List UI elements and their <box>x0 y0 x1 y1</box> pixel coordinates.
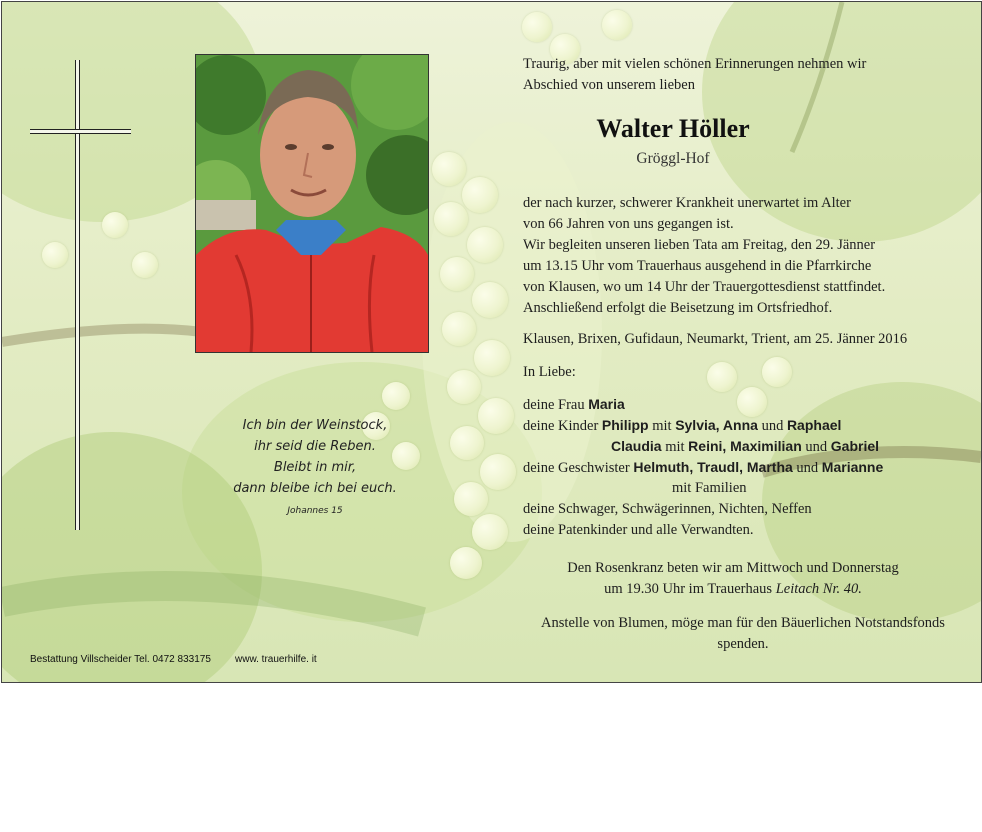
kin-children-1 <box>523 415 963 437</box>
kin-wife <box>523 394 963 416</box>
kin-name: Marianne <box>821 459 884 475</box>
place-date: Klausen, Brixen, Gufidaun, Neumarkt, Trient, am 25. Jänner 2016 <box>523 331 908 347</box>
body-line: um 13.15 Uhr vom Trauerhaus ausgehend in die Pfarrkirche <box>523 258 872 274</box>
body-line: Anschließend erfolgt die Beisetzung im Ortsfriedhof. <box>523 300 833 316</box>
quote-line: ihr seid die Reben. <box>254 439 376 454</box>
rosary-time: um 19.30 Uhr im Trauerhaus <box>604 581 773 597</box>
kin-children-2 <box>611 436 982 458</box>
kin-name: Helmuth, Traudl, Martha <box>633 459 793 475</box>
rosary-line-2 <box>523 579 943 600</box>
kin-in-laws: deine Schwager, Schwägerinnen, Nichten, Neffen <box>523 501 812 517</box>
kin-prefix: deine Frau <box>523 397 585 413</box>
quote-line: dann bleibe ich bei euch. <box>233 481 397 496</box>
kin-connector: und <box>761 418 784 434</box>
quote-line: Bleibt in mir, <box>273 460 357 475</box>
website-link[interactable]: www. trauerhilfe. it <box>235 654 317 665</box>
kin-godchildren: deine Patenkinder und alle Verwandten. <box>523 522 754 538</box>
body-line: Wir begleiten unseren lieben Tata am Freitag, den 29. Jänner <box>523 237 876 253</box>
kin-name: Maria <box>588 396 625 412</box>
flowers-line-1: Anstelle von Blumen, möge man für den Bäuerlichen Notstandsfonds <box>541 615 945 631</box>
obituary-card <box>1 1 982 683</box>
deceased-name: Walter Höller <box>596 114 750 143</box>
body-line: von 66 Jahren von uns gegangen ist. <box>523 216 734 232</box>
portrait-photo <box>195 54 429 353</box>
kin-name: Philipp <box>601 417 649 433</box>
cross-horizontal-bar <box>30 129 131 134</box>
intro-line: Traurig, aber mit vielen schönen Erinnerungen nehmen wir <box>523 56 867 72</box>
kin-name: Raphael <box>786 417 842 433</box>
kin-connector: mit <box>665 439 685 455</box>
kin-name: Sylvia, Anna <box>675 417 758 433</box>
farm-name: Gröggl-Hof <box>636 150 710 167</box>
intro-line: Abschied von unserem lieben <box>523 77 695 93</box>
kin-name: Reini, Maximilian <box>688 438 802 454</box>
kin-connector: und <box>796 460 819 476</box>
funeral-home-contact: Bestattung Villscheider Tel. 0472 833175 <box>30 654 211 665</box>
kin-siblings <box>523 457 963 479</box>
kin-prefix: deine Geschwister <box>523 460 630 476</box>
flowers-line-2: spenden. <box>717 636 769 652</box>
quote-source: Johannes 15 <box>287 506 343 516</box>
body-line: von Klausen, wo um 14 Uhr der Trauergottesdienst stattfindet. <box>523 279 886 295</box>
kin-name: Claudia <box>611 438 662 454</box>
kin-families: mit Familien <box>672 480 747 496</box>
kin-connector: mit <box>652 418 672 434</box>
kin-prefix: deine Kinder <box>523 418 599 434</box>
rosary-line-1: Den Rosenkranz beten wir am Mittwoch und Donnerstag <box>567 560 899 576</box>
kin-name: Gabriel <box>830 438 880 454</box>
bible-quote <box>202 415 428 519</box>
quote-line: Ich bin der Weinstock, <box>242 418 388 433</box>
rosary-address: Leitach Nr. 40. <box>775 581 862 597</box>
in-liebe-label: In Liebe: <box>523 364 576 380</box>
kin-connector: und <box>805 439 828 455</box>
body-line: der nach kurzer, schwerer Krankheit unerwartet im Alter <box>523 195 851 211</box>
